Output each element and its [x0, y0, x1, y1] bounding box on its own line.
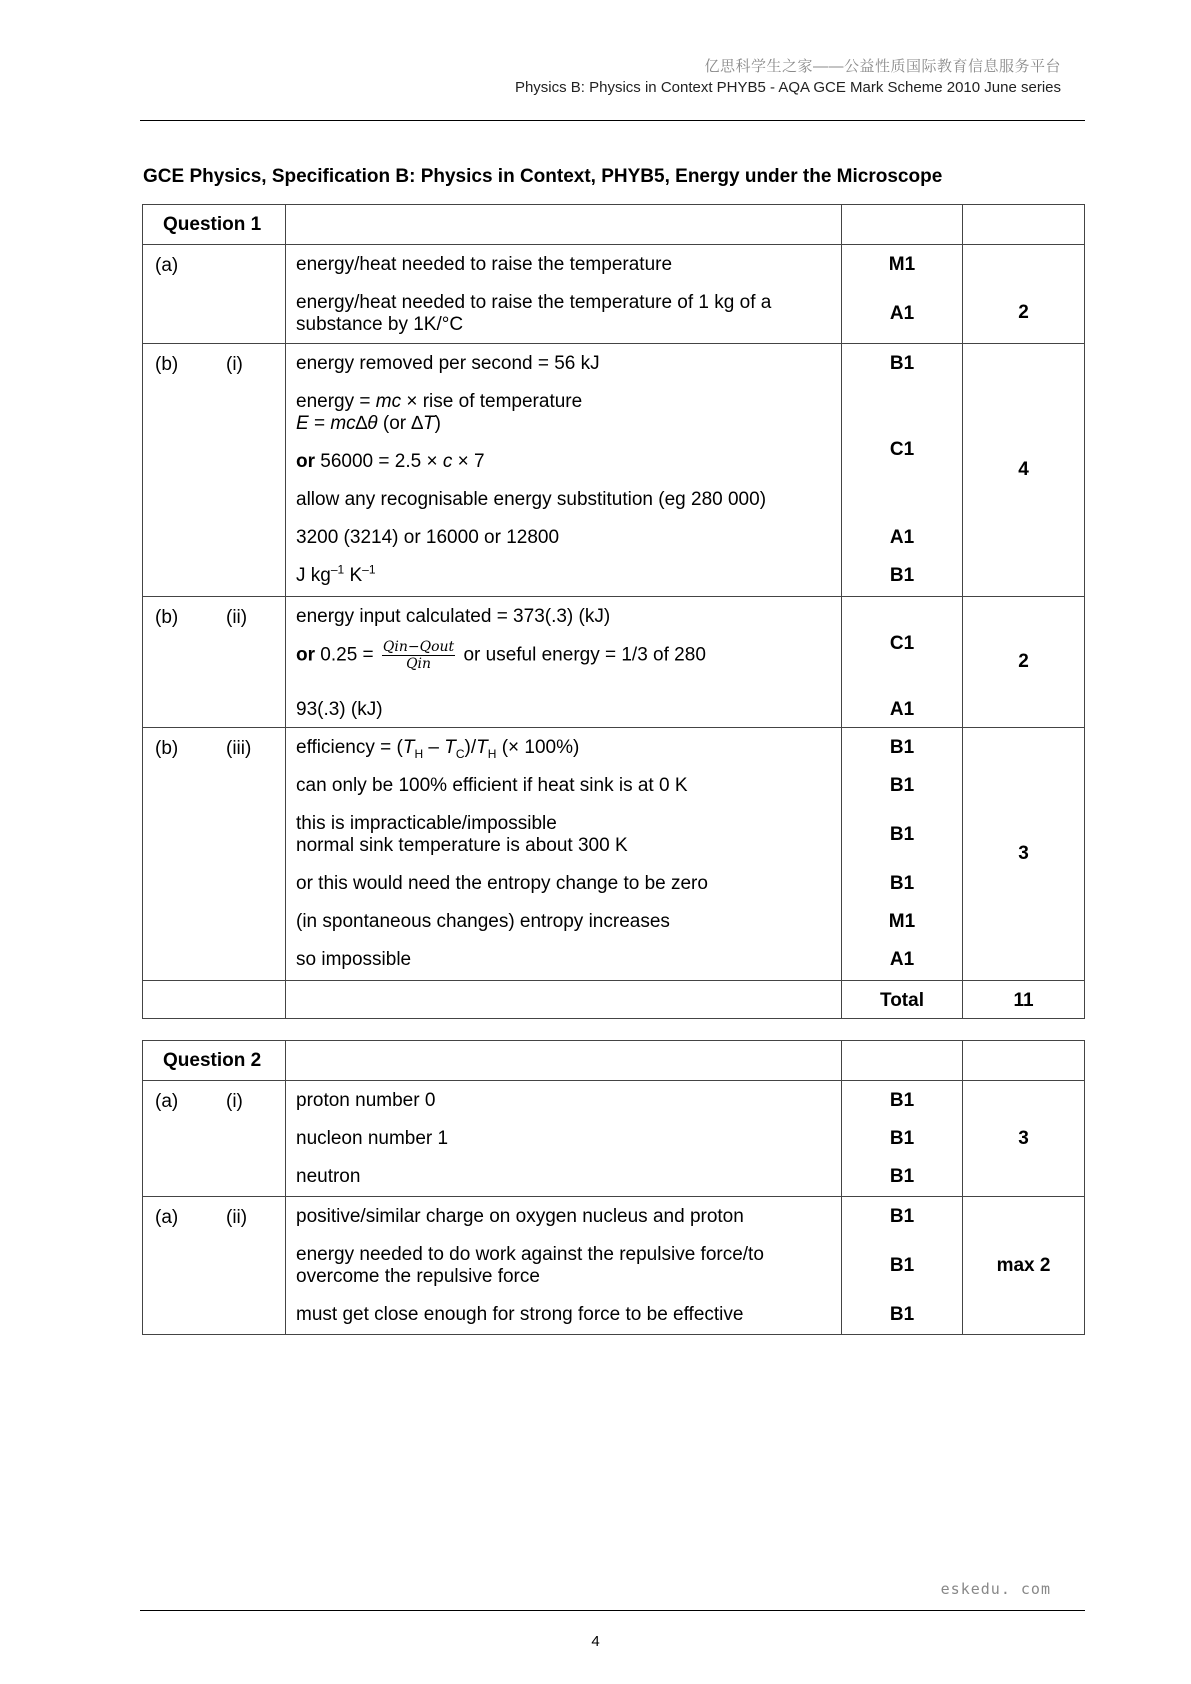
mark: A1 — [889, 699, 915, 720]
part-label: (a) — [155, 255, 179, 276]
answer-line: allow any recognisable energy substitution (eg 280 000) — [296, 489, 767, 510]
footer-watermark: eskedu. com — [940, 1580, 1051, 1598]
answer-line: J $kg^{-1}$ $K^{-1}$ — [296, 562, 376, 586]
mark: B1 — [889, 824, 915, 845]
q2-part-a-ii — [143, 1197, 1085, 1335]
mark: B1 — [889, 873, 915, 894]
answer-line: so impossible — [296, 949, 412, 970]
part-total: 4 — [963, 344, 1085, 597]
page-number: 4 — [591, 1633, 600, 1650]
part-label: (a) — [155, 1207, 179, 1228]
answer-line: 3200 (3214) or 16000 or 12800 — [296, 527, 560, 548]
part-total: 3 — [963, 728, 1085, 981]
mark: C1 — [889, 633, 915, 654]
mark: B1 — [889, 1255, 915, 1276]
answer-line: energy/heat needed to raise the temperature — [296, 254, 673, 275]
answer-line: proton number 0 — [296, 1090, 436, 1111]
answer-line: energy needed to do work against the repulsive force/to overcome the repulsive force — [296, 1244, 764, 1287]
q1-total-row — [143, 981, 1085, 1019]
document-title: GCE Physics, Specification B: Physics in Context, PHYB5, Energy under the Microscope — [143, 166, 943, 187]
total-value: 11 — [963, 981, 1085, 1019]
answer-line: positive/similar charge on oxygen nucleus and proton — [296, 1206, 744, 1227]
part-label: (b) — [155, 607, 179, 628]
efficiency-fraction: $\frac{\text{Qin−Qout}}{\text{Qin}}$ — [382, 639, 455, 672]
mark: B1 — [889, 1166, 915, 1187]
mark: A1 — [889, 527, 915, 548]
q1-part-a — [143, 245, 1085, 344]
part-total: 2 — [963, 597, 1085, 728]
header-rule — [140, 120, 1085, 121]
mark: M1 — [888, 254, 916, 275]
part-label: (b) — [155, 738, 179, 759]
footer-rule — [140, 1610, 1085, 1611]
subpart-label: (iii) — [226, 738, 252, 759]
part-total: 2 — [963, 245, 1085, 344]
subpart-label: (ii) — [226, 607, 248, 628]
question-1-heading: Question 1 — [143, 205, 286, 245]
mark: C1 — [889, 439, 915, 460]
q1-part-b-i — [143, 344, 1085, 597]
answer-line: (in spontaneous changes) entropy increases — [296, 911, 670, 932]
answer-line: energy = mc × rise of temperature E = mc∆θ (or ∆T) — [296, 391, 583, 434]
answer-line: or this would need the entropy change to be zero — [296, 873, 708, 894]
mark: B1 — [889, 353, 915, 374]
subpart-label: (i) — [226, 1091, 243, 1112]
answer-line: or 0.25 = $\frac{\text{Qin−Qout}}{\text{Qin}}$ or useful energy = 1/3 of 280 — [296, 639, 706, 672]
question-1-table — [142, 204, 1085, 1019]
part-label: (b) — [155, 354, 179, 375]
part-label: (a) — [155, 1091, 179, 1112]
mark: B1 — [889, 1128, 915, 1149]
mark: B1 — [889, 775, 915, 796]
answer-line: this is impracticable/impossible normal sink temperature is about 300 K — [296, 813, 628, 856]
header-title: Physics B: Physics in Context PHYB5 - AQA GCE Mark Scheme 2010 June series — [514, 79, 1061, 96]
question-2-heading: Question 2 — [143, 1041, 286, 1081]
answer-line: nucleon number 1 — [296, 1128, 449, 1149]
question-2-table — [142, 1040, 1085, 1335]
q1-part-b-ii — [143, 597, 1085, 728]
subpart-label: (i) — [226, 354, 243, 375]
part-total: 3 — [963, 1081, 1085, 1197]
answer-line: efficiency = $(T_H - T_C)/T_H$ (× 100%) — [296, 737, 580, 761]
mark: A1 — [889, 303, 915, 324]
answer-line: neutron — [296, 1166, 361, 1187]
mark: B1 — [889, 1090, 915, 1111]
answer-line: energy/heat needed to raise the temperature of 1 kg of a substance by 1K/°C — [296, 292, 772, 335]
answer-line: or 56000 = 2.5 × c × 7 — [296, 451, 485, 472]
q1-part-b-iii — [143, 728, 1085, 981]
mark: M1 — [888, 911, 916, 932]
mark: B1 — [889, 1206, 915, 1227]
header-chinese: 亿思科学生之家——公益性质国际教育信息服务平台 — [704, 58, 1061, 75]
answer-line: 93(.3) (kJ) — [296, 699, 383, 720]
subpart-label: (ii) — [226, 1207, 248, 1228]
mark: B1 — [889, 1304, 915, 1325]
mark: A1 — [889, 949, 915, 970]
answer-line: energy removed per second = 56 kJ — [296, 353, 600, 374]
answer-line: energy input calculated = 373(.3) (kJ) — [296, 606, 611, 627]
answer-line: can only be 100% efficient if heat sink is at 0 K — [296, 775, 688, 796]
total-label: Total — [842, 981, 963, 1019]
answer-line: must get close enough for strong force to be effective — [296, 1304, 744, 1325]
mark: B1 — [889, 565, 915, 586]
part-total: max 2 — [963, 1197, 1085, 1335]
q2-part-a-i — [143, 1081, 1085, 1197]
mark: B1 — [889, 737, 915, 758]
